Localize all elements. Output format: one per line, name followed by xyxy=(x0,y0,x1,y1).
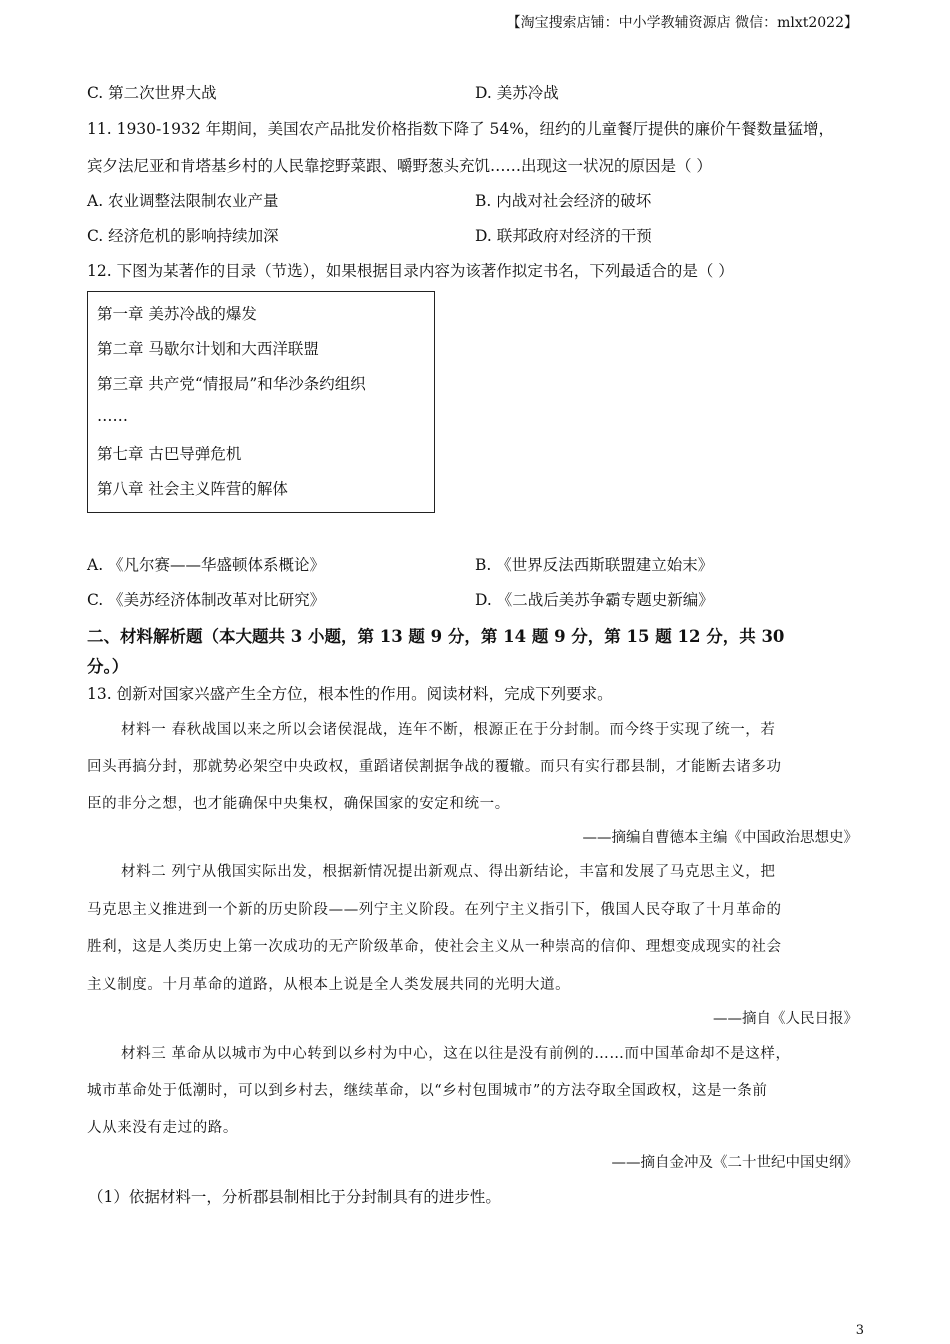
q10-option-d: D. 美苏冷战 xyxy=(475,84,559,102)
q11-stem-line1: 11. 1930-1932 年期间，美国农产品批发价格指数下降了 54%，纽约的儿童餐厅提供的廉价午餐数量猛增， xyxy=(87,120,835,138)
toc-line: 第一章 美苏冷战的爆发 xyxy=(97,305,257,323)
toc-line: 第三章 共产党“情报局”和华沙条约组织 xyxy=(97,375,366,393)
material2-line: 马克思主义推进到一个新的历史阶段——列宁主义阶段。在列宁主义指引下，俄国人民夺取了十月革命的 xyxy=(87,902,782,918)
q11-option-c: C. 经济危机的影响持续加深 xyxy=(87,227,279,245)
section-title-line1: 二、材料解析题（本大题共 3 小题，第 13 题 9 分，第 14 题 9 分，第 15 题 12 分，共 30 xyxy=(87,627,785,646)
q13-subquestion-1: （1）依据材料一，分析郡县制相比于分封制具有的进步性。 xyxy=(88,1188,501,1206)
material1-source: ——摘编自曹德本主编《中国政治思想史》 xyxy=(582,830,858,846)
material3-source: ——摘自金冲及《二十世纪中国史纲》 xyxy=(611,1155,858,1171)
material2-source: ——摘自《人民日报》 xyxy=(713,1011,858,1027)
q13-stem: 13. 创新对国家兴盛产生全方位，根本性的作用。阅读材料，完成下列要求。 xyxy=(87,685,613,703)
q12-stem: 12. 下图为某著作的目录（节选），如果根据目录内容为该著作拟定书名，下列最适合的是（ ） xyxy=(87,262,734,280)
q11-option-d: D. 联邦政府对经济的干预 xyxy=(475,227,652,245)
material3-line: 材料三 革命从以城市为中心转到以乡村为中心，这在以往是没有前例的……而中国革命却不是这样， xyxy=(121,1046,791,1062)
toc-line: 第七章 古巴导弹危机 xyxy=(97,445,242,463)
material2-line: 胜利，这是人类历史上第一次成功的无产阶级革命，使社会主义从一种崇高的信仰、理想变成现实的社会 xyxy=(87,939,782,955)
material3-line: 人从来没有走过的路。 xyxy=(87,1120,238,1136)
material1-line: 材料一 春秋战国以来之所以会诸侯混战，连年不断，根源正在于分封制。而今终于实现了统一，若 xyxy=(121,722,776,738)
q12-option-c: C. 《美苏经济体制改革对比研究》 xyxy=(87,591,326,609)
toc-line: 第八章 社会主义阵营的解体 xyxy=(97,480,288,498)
toc-line: 第二章 马歇尔计划和大西洋联盟 xyxy=(97,340,319,358)
material2-line: 主义制度。十月革命的道路，从根本上说是全人类发展共同的光明大道。 xyxy=(87,977,571,993)
table-of-contents-box xyxy=(87,291,435,513)
q12-option-d: D. 《二战后美苏争霸专题史新编》 xyxy=(475,591,714,609)
material2-line: 材料二 列宁从俄国实际出发，根据新情况提出新观点、得出新结论，丰富和发展了马克思主义，把 xyxy=(121,864,776,880)
section-title-line2: 分。） xyxy=(87,657,129,676)
q11-stem-line2: 宾夕法尼亚和肯塔基乡村的人民靠挖野菜跟、嚼野葱头充饥……出现这一状况的原因是（ ） xyxy=(87,157,712,175)
q10-option-c: C. 第二次世界大战 xyxy=(87,84,217,102)
toc-line: …… xyxy=(97,407,128,425)
material1-line: 臣的非分之想，也才能确保中央集权，确保国家的安定和统一。 xyxy=(87,796,510,812)
page-header: 【淘宝搜索店铺：中小学教辅资源店 微信：mlxt2022】 xyxy=(506,15,858,31)
material3-line: 城市革命处于低潮时，可以到乡村去，继续革命，以“乡村包围城市”的方法夺取全国政权，这是一条前 xyxy=(87,1083,768,1099)
q11-option-a: A. 农业调整法限制农业产量 xyxy=(87,192,279,210)
page-number: 3 xyxy=(855,1323,864,1338)
q12-option-b: B. 《世界反法西斯联盟建立始末》 xyxy=(475,556,714,574)
q11-option-b: B. 内战对社会经济的破坏 xyxy=(475,192,652,210)
material1-line: 回头再搞分封，那就势必架空中央政权，重蹈诸侯割据争战的覆辙。而只有实行郡县制，才能断去诸多功 xyxy=(87,759,782,775)
q12-option-a: A. 《凡尔赛——华盛顿体系概论》 xyxy=(87,556,326,574)
